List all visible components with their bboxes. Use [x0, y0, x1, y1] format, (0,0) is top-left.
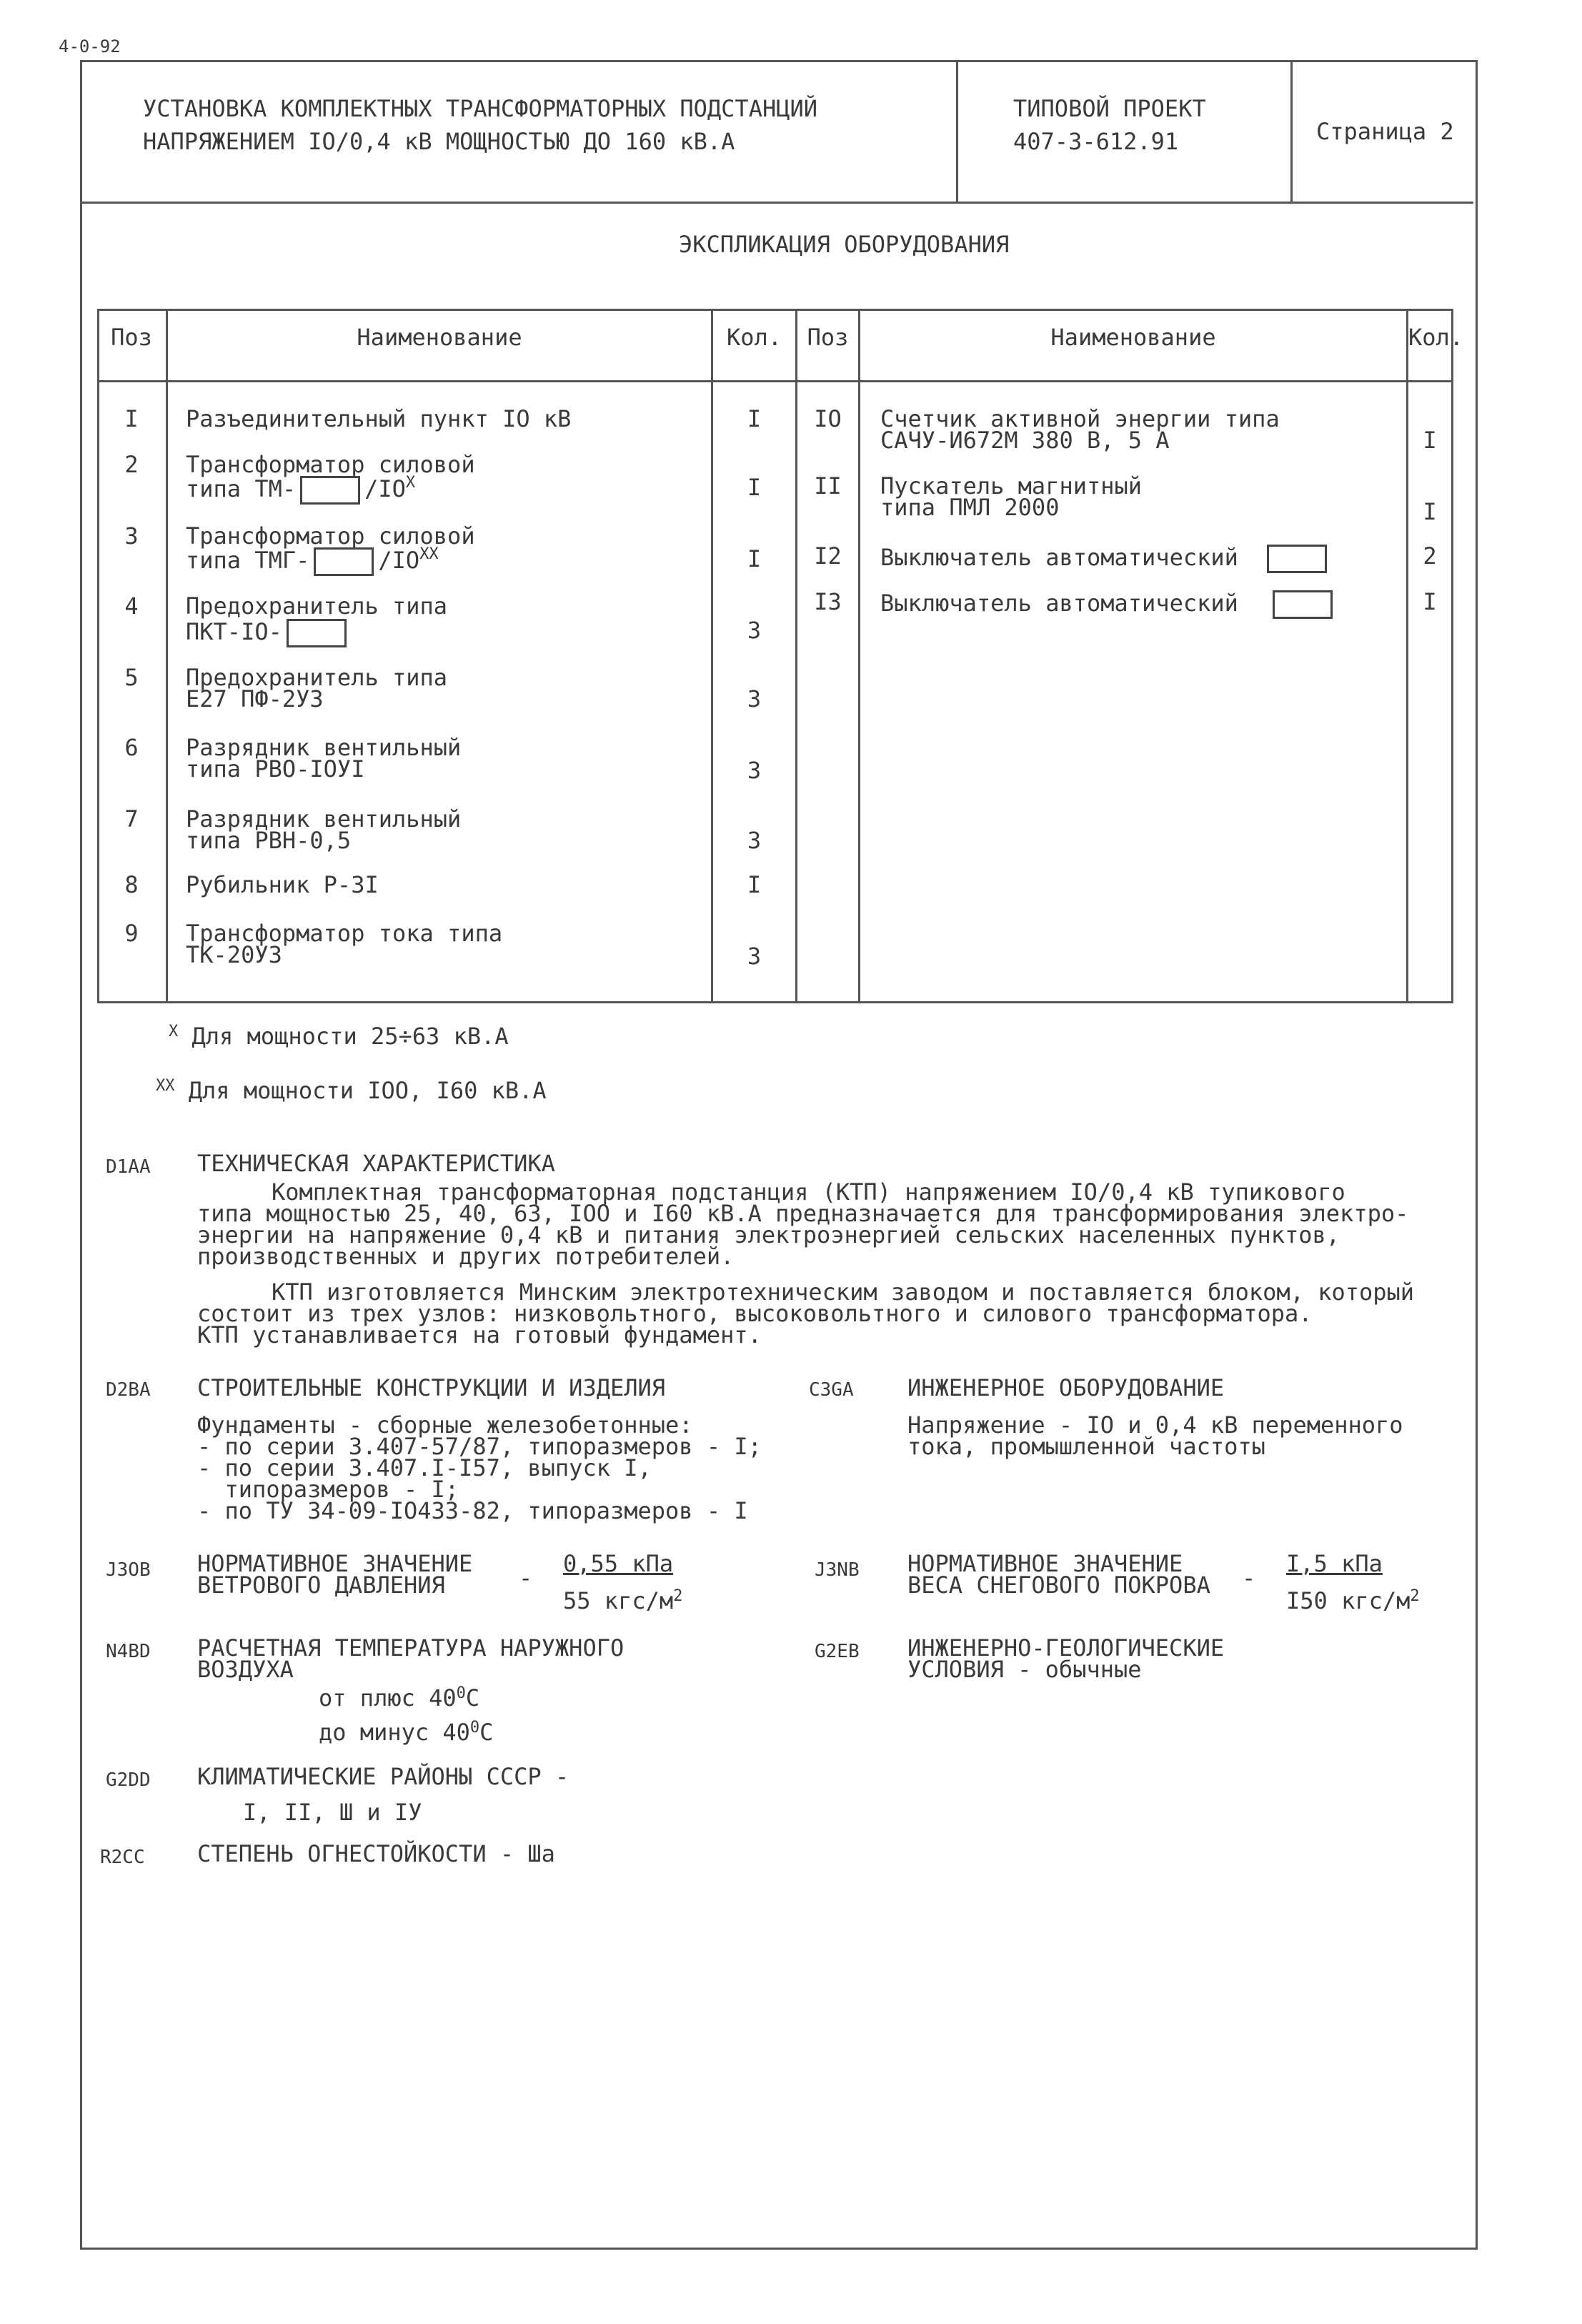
header-name: Наименование: [357, 324, 522, 351]
engineering-line: тока, промышленной частоты: [907, 1433, 1265, 1460]
row-qty: I: [747, 871, 762, 898]
section-code: J3OB: [106, 1559, 151, 1581]
temperature-label: ВОЗДУХА: [197, 1656, 294, 1683]
row-name-2: ПКТ-IO-: [186, 619, 351, 647]
snow-dash: -: [1242, 1564, 1256, 1591]
row-pos: I3: [814, 588, 842, 615]
title-line-2: НАПРЯЖЕНИЕМ IO/0,4 кВ МОЩНОСТЬЮ ДО 160 кВ.А: [143, 128, 735, 155]
blank-box: [314, 547, 374, 576]
tech-text: типа мощностью 25, 40, 63, IOO и I60 кВ.А предназначается для трансформирования электро-: [197, 1200, 1409, 1227]
row-name-2: типа ПМЛ 2000: [880, 494, 1060, 521]
row-name-2: САЧУ-И672М 380 В, 5 А: [880, 427, 1170, 454]
section-code: G2EB: [815, 1641, 860, 1662]
row-name-2: Е27 ПФ-2У3: [186, 685, 324, 712]
snow-label: НОРМАТИВНОЕ ЗНАЧЕНИЕ: [907, 1550, 1183, 1577]
snow-denominator: I50 кгс/$м^2$: [1286, 1587, 1420, 1614]
tech-text: КТП устанавливается на готовый фундамент.: [197, 1321, 762, 1349]
snow-numerator: I,5 кПа: [1286, 1550, 1383, 1577]
row-pos: 2: [124, 451, 139, 478]
tech-text: Комплектная трансформаторная подстанция (КТП) напряжением IO/0,4 кВ тупикового: [272, 1178, 1345, 1206]
row-qty: 3: [747, 685, 762, 712]
row-pos: II: [814, 472, 842, 500]
row-name: Разъединительный пункт IO кВ: [186, 405, 572, 432]
row-qty: I: [1423, 588, 1437, 615]
header-name-right: Наименование: [1050, 324, 1216, 351]
section-code: C3GA: [809, 1379, 854, 1401]
tech-text: КТП изготовляется Минским электротехническим заводом и поставляется блоком, который: [272, 1278, 1415, 1306]
engineering-line: Напряжение - IO и 0,4 кВ переменного: [907, 1411, 1403, 1439]
temperature-minus: до минус $40^0С$: [319, 1719, 494, 1746]
project-label: ТИПОВОЙ ПРОЕКТ: [1013, 95, 1206, 122]
section-title: ЭКСПЛИКАЦИЯ ОБОРУДОВАНИЯ: [679, 231, 1010, 258]
row-name-2: типа РВН-0,5: [186, 827, 352, 854]
constructions-line: - по серии 3.407.I-I57, выпуск I,: [197, 1454, 652, 1481]
col-rule: [858, 309, 860, 1001]
wind-dash: -: [519, 1564, 533, 1591]
title-line-1: УСТАНОВКА КОМПЛЕКТНЫХ ТРАНСФОРМАТОРНЫХ ПОДСТАНЦИЙ: [143, 95, 818, 122]
row-pos: I2: [814, 542, 842, 570]
row-pos: 7: [124, 805, 139, 833]
sheet-code: 4-0-92: [59, 36, 121, 56]
row-name: Трансформатор тока типа: [186, 920, 503, 947]
temperature-label: РАСЧЕТНАЯ ТЕМПЕРАТУРА НАРУЖНОГО: [197, 1634, 625, 1662]
tech-heading: ТЕХНИЧЕСКАЯ ХАРАКТЕРИСТИКА: [197, 1150, 555, 1177]
row-pos: 5: [124, 664, 139, 691]
snow-label: ВЕСА СНЕГОВОГО ПОКРОВА: [907, 1571, 1210, 1599]
row-pos: 4: [124, 592, 139, 620]
row-name: Разрядник вентильный: [186, 734, 462, 761]
row-pos: 3: [124, 522, 139, 550]
row-name: Предохранитель типа: [186, 664, 448, 691]
constructions-line: - по серии 3.407-57/87, типоразмеров - I;: [197, 1433, 762, 1460]
title-divider-2: [1290, 60, 1293, 203]
row-name: Предохранитель типа: [186, 592, 448, 620]
constructions-line: - по ТУ 34-09-IO433-82, типоразмеров - I: [197, 1497, 748, 1524]
wind-label: НОРМАТИВНОЕ ЗНАЧЕНИЕ: [197, 1550, 473, 1577]
geology-label: УСЛОВИЯ - обычные: [907, 1656, 1142, 1683]
wind-numerator: 0,55 кПа: [563, 1550, 674, 1577]
section-code: D2BA: [106, 1379, 151, 1401]
header-qty: Кол.: [726, 324, 782, 351]
section-code: D1AA: [106, 1156, 151, 1178]
row-qty: 3: [747, 617, 762, 644]
table-header-rule: [97, 380, 1451, 382]
row-qty: 3: [747, 757, 762, 784]
row-name: Пускатель магнитный: [880, 472, 1143, 500]
constructions-line: Фундаменты - сборные железобетонные:: [197, 1411, 693, 1439]
row-qty: 3: [747, 827, 762, 854]
row-pos: 9: [124, 920, 139, 947]
section-code: R2CC: [100, 1847, 145, 1868]
row-name: Выключатель автоматический: [880, 545, 1331, 573]
blank-box: [1273, 590, 1333, 619]
tech-text: энергии на напряжение 0,4 кВ и питания электроэнергией сельских населенных пунктов,: [197, 1221, 1340, 1248]
tech-text: состоит из трех узлов: низковольтного, высоковольтного и силового трансформатора.: [197, 1300, 1313, 1327]
climate-regions: I, II, Ш и IУ: [243, 1799, 422, 1826]
row-name: Разрядник вентильный: [186, 805, 462, 833]
header-qty-right: Кол.: [1408, 324, 1464, 351]
header-pos: Поз: [111, 324, 152, 351]
row-name: Трансформатор силовой: [186, 522, 475, 550]
row-name: Счетчик активной энергии типа: [880, 405, 1280, 432]
row-name: Трансформатор силовой: [186, 451, 475, 478]
wind-label: ВЕТРОВОГО ДАВЛЕНИЯ: [197, 1571, 445, 1599]
wind-denominator: 55 кгс/$м^2$: [563, 1587, 683, 1614]
row-pos: 6: [124, 734, 139, 761]
row-name: Выключатель автоматический: [880, 590, 1337, 619]
constructions-line: типоразмеров - I;: [197, 1476, 459, 1503]
section-code: G2DD: [106, 1769, 151, 1791]
row-qty: I: [747, 405, 762, 432]
temperature-plus: от плюс $40^0С$: [319, 1684, 480, 1712]
section-code: N4BD: [106, 1641, 151, 1662]
climate-label: КЛИМАТИЧЕСКИЕ РАЙОНЫ СССР -: [197, 1763, 569, 1790]
row-qty: I: [1423, 427, 1437, 454]
row-pos: I: [124, 405, 139, 432]
row-qty: 2: [1423, 542, 1437, 570]
row-name-2: типа ТМ- $/IO^X$: [186, 476, 415, 505]
constructions-heading: СТРОИТЕЛЬНЫЕ КОНСТРУКЦИИ И ИЗДЕЛИЯ: [197, 1374, 666, 1401]
page-label: Страница 2: [1316, 118, 1454, 145]
geology-label: ИНЖЕНЕРНО-ГЕОЛОГИЧЕСКИЕ: [907, 1634, 1225, 1662]
row-qty: I: [747, 474, 762, 501]
row-pos: IO: [814, 405, 842, 432]
blank-box: [300, 476, 360, 505]
row-qty: 3: [747, 943, 762, 970]
engineering-heading: ИНЖЕНЕРНОЕ ОБОРУДОВАНИЕ: [907, 1374, 1225, 1401]
col-rule: [1406, 309, 1408, 1001]
row-pos: 8: [124, 871, 139, 898]
project-number: 407-3-612.91: [1013, 128, 1179, 155]
row-name: Рубильник Р-3I: [186, 871, 379, 898]
tech-text: производственных и других потребителей.: [197, 1243, 735, 1270]
row-qty: I: [1423, 498, 1437, 525]
section-code: J3NB: [815, 1559, 860, 1581]
row-qty: I: [747, 545, 762, 572]
blank-box: [1267, 545, 1327, 573]
row-name-2: типа РВО-IOУI: [186, 755, 365, 783]
col-rule: [166, 309, 168, 1001]
blank-box: [287, 619, 347, 647]
header-pos-right: Поз: [807, 324, 849, 351]
fire-label: СТЕПЕНЬ ОГНЕСТОЙКОСТИ - Шa: [197, 1840, 555, 1867]
row-name-2: ТК-20У3: [186, 941, 282, 968]
footnote: $^{XX}$ Для мощности IOO, I60 кВ.А: [156, 1077, 547, 1104]
footnote: $^X$ Для мощности 25÷63 кВ.А: [169, 1023, 509, 1050]
row-name-2: типа ТМГ- $/IO^{XX}$: [186, 547, 439, 576]
title-divider-1: [956, 60, 958, 203]
